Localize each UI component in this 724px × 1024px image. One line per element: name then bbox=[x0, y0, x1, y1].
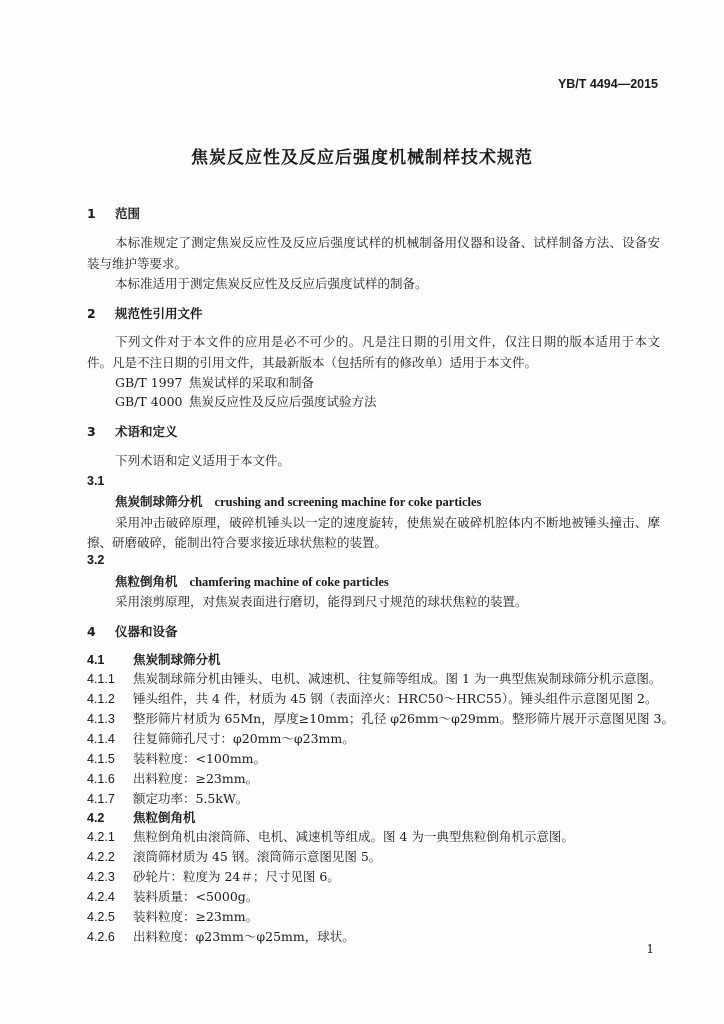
term-entry bbox=[115, 494, 481, 510]
section-number: 4 bbox=[87, 624, 96, 639]
subsection-number: 4.1 bbox=[87, 653, 105, 667]
clause-number: 4.2.1 bbox=[87, 830, 115, 844]
clause-text: 装料质量：<5000g。 bbox=[133, 889, 259, 904]
clause-text: 往复筛筛孔尺寸：φ20mm～φ23mm。 bbox=[133, 731, 355, 746]
clause bbox=[87, 829, 574, 845]
normative-reference bbox=[115, 394, 377, 409]
clause bbox=[87, 849, 381, 865]
clause-number: 4.2.3 bbox=[87, 870, 115, 884]
clause-text: 锤头组件，共 4 件，材质为 45 钢（表面淬火：HRC50～HRC55）。锤头组件示意图见图 2。 bbox=[133, 691, 658, 706]
section-4-heading bbox=[87, 624, 178, 639]
clause-text: 装料粒度：<100mm。 bbox=[133, 751, 267, 766]
subsection-title: 焦炭制球筛分机 bbox=[133, 652, 221, 667]
clause bbox=[87, 771, 258, 787]
document-title: 焦炭反应性及反应后强度机械制样技术规范 bbox=[191, 148, 533, 168]
clause-number: 4.1.5 bbox=[87, 752, 115, 766]
standard-number: YB/T 4494—2015 bbox=[557, 77, 658, 91]
paragraph-cont: 件。凡是不注日期的引用文件，其最新版本（包括所有的修改单）适用于本文件。 bbox=[87, 355, 538, 370]
term-number: 3.1 bbox=[87, 474, 105, 488]
term-definition: 采用冲击破碎原理，破碎机锤头以一定的速度旋转，使焦炭在破碎机腔体内不断地被锤头撞击、摩 bbox=[115, 515, 660, 530]
clause-number: 4.2.2 bbox=[87, 850, 115, 864]
section-title: 规范性引用文件 bbox=[115, 306, 203, 321]
normative-reference bbox=[115, 375, 314, 390]
clause bbox=[87, 929, 355, 945]
term-chinese: 焦炭制球筛分机 bbox=[115, 494, 203, 509]
term-entry bbox=[115, 574, 389, 590]
section-number: 1 bbox=[87, 206, 96, 221]
section-number: 2 bbox=[87, 306, 96, 321]
reference-title: 焦炭试样的采取和制备 bbox=[189, 375, 315, 390]
reference-code: GB/T 4000 bbox=[115, 394, 183, 409]
clause bbox=[87, 691, 658, 707]
term-definition-cont: 擦、研磨破碎，能制出符合要求接近球状焦粒的装置。 bbox=[87, 535, 388, 550]
clause-text: 额定功率：5.5kW。 bbox=[133, 791, 249, 806]
section-2-heading bbox=[87, 306, 203, 321]
clause-text: 整形筛片材质为 65Mn，厚度≥10mm；孔径 φ26mm～φ29mm。整形筛片展开示意图见图 3。 bbox=[133, 711, 674, 726]
clause-number: 4.2.4 bbox=[87, 890, 115, 904]
subsection-4-2-heading bbox=[87, 810, 196, 826]
clause bbox=[87, 869, 340, 885]
section-1-heading bbox=[87, 206, 140, 221]
paragraph: 下列术语和定义适用于本文件。 bbox=[115, 453, 291, 468]
clause-number: 4.1.7 bbox=[87, 792, 115, 806]
paragraph-cont: 装与维护等要求。 bbox=[87, 256, 188, 271]
paragraph: 本标准适用于测定焦炭反应性及反应后强度试样的制备。 bbox=[115, 276, 428, 291]
term-chinese: 焦粒倒角机 bbox=[115, 574, 178, 589]
reference-title: 焦炭反应性及反应后强度试验方法 bbox=[189, 394, 377, 409]
term-definition: 采用滚剪原理，对焦炭表面进行磨切，能得到尺寸规范的球状焦粒的装置。 bbox=[115, 594, 528, 609]
term-english: crushing and screening machine for coke particles bbox=[214, 495, 482, 509]
section-3-heading bbox=[87, 424, 178, 439]
reference-code: GB/T 1997 bbox=[115, 375, 183, 390]
subsection-title: 焦粒倒角机 bbox=[133, 810, 196, 825]
clause-number: 4.2.6 bbox=[87, 930, 115, 944]
section-title: 术语和定义 bbox=[115, 424, 178, 439]
clause bbox=[87, 909, 258, 925]
subsection-number: 4.2 bbox=[87, 811, 105, 825]
clause bbox=[87, 711, 674, 727]
section-number: 3 bbox=[87, 424, 96, 439]
clause bbox=[87, 671, 661, 687]
page-number: 1 bbox=[646, 942, 654, 956]
clause bbox=[87, 889, 258, 905]
clause bbox=[87, 731, 355, 747]
subsection-4-1-heading bbox=[87, 652, 221, 668]
clause-number: 4.1.6 bbox=[87, 772, 115, 786]
term-number: 3.2 bbox=[87, 553, 105, 567]
clause-number: 4.1.2 bbox=[87, 692, 115, 706]
term-english: chamfering machine of coke particles bbox=[189, 575, 389, 589]
clause-number: 4.1.1 bbox=[87, 672, 115, 686]
clause-text: 装料粒度：≥23mm。 bbox=[133, 909, 259, 924]
paragraph: 本标准规定了测定焦炭反应性及反应后强度试样的机械制备用仪器和设备、试样制备方法、设备安 bbox=[115, 235, 660, 250]
clause-text: 滚筒筛材质为 45 钢。滚筒筛示意图见图 5。 bbox=[133, 849, 382, 864]
section-title: 范围 bbox=[115, 206, 141, 221]
clause-number: 4.2.5 bbox=[87, 910, 115, 924]
paragraph: 下列文件对于本文件的应用是必不可少的。凡是注日期的引用文件，仅注日期的版本适用于本文 bbox=[115, 334, 660, 349]
clause-text: 焦粒倒角机由滚筒筛、电机、减速机等组成。图 4 为一典型焦粒倒角机示意图。 bbox=[133, 829, 574, 844]
clause-text: 出料粒度：≥23mm。 bbox=[133, 771, 259, 786]
section-title: 仪器和设备 bbox=[115, 624, 178, 639]
clause-number: 4.1.3 bbox=[87, 712, 115, 726]
clause bbox=[87, 791, 248, 807]
clause-text: 出料粒度：φ23mm～φ25mm，球状。 bbox=[133, 929, 355, 944]
clause-text: 焦炭制球筛分机由锤头、电机、减速机、往复筛等组成。图 1 为一典型焦炭制球筛分机示意图。 bbox=[133, 671, 662, 686]
clause bbox=[87, 751, 266, 767]
clause-text: 砂轮片：粒度为 24＃；尺寸见图 6。 bbox=[133, 869, 340, 884]
clause-number: 4.1.4 bbox=[87, 732, 115, 746]
